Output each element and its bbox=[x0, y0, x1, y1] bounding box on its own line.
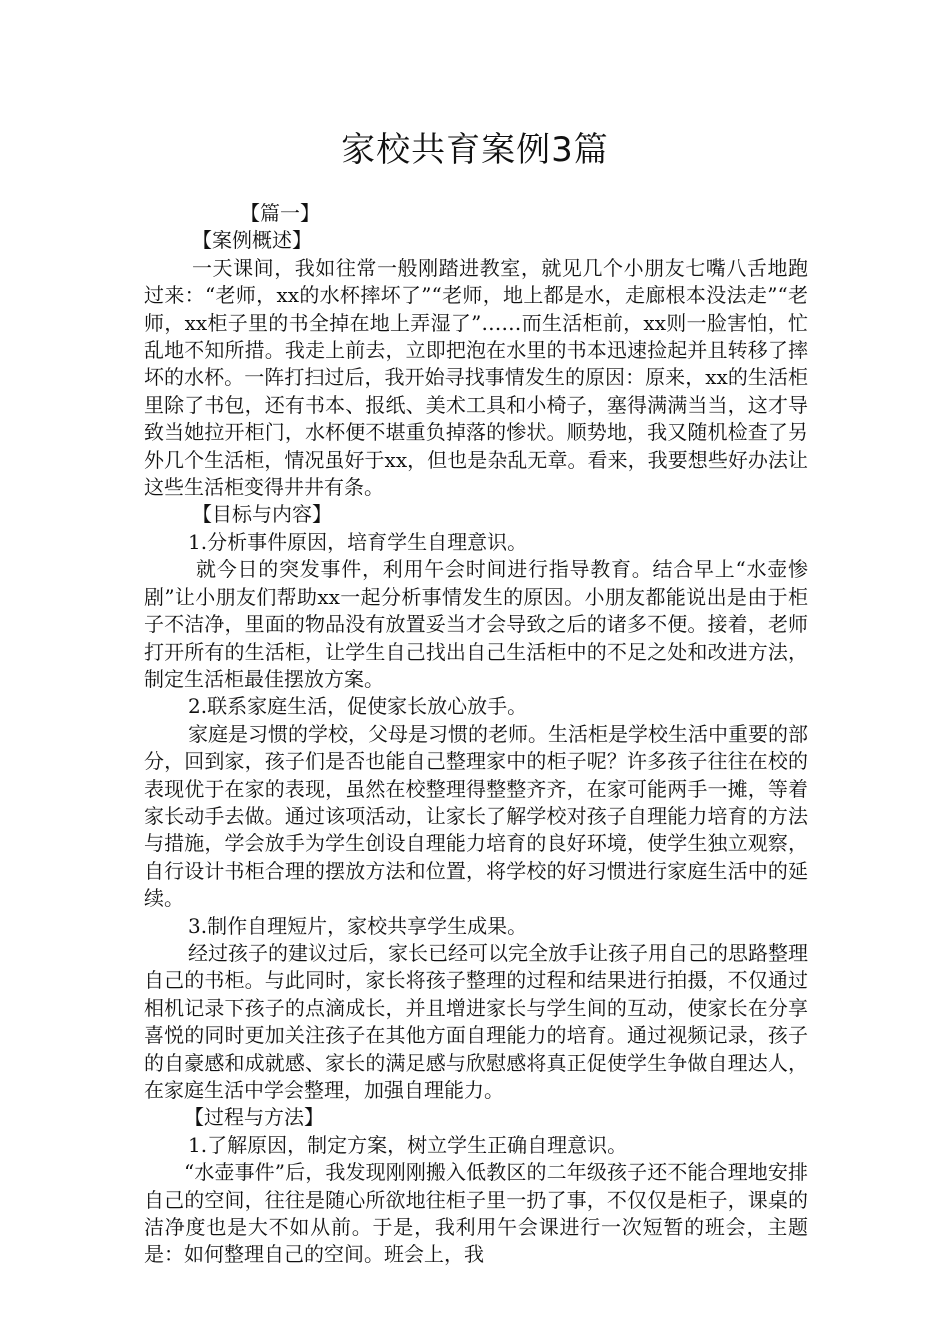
process-heading: 【过程与方法】 bbox=[184, 1105, 324, 1130]
goals-heading: 【目标与内容】 bbox=[192, 502, 332, 527]
goal3-title: 3.制作自理短片，家校共享学生成果。 bbox=[188, 913, 528, 938]
section-label: 【篇一】 bbox=[240, 201, 320, 225]
document-body bbox=[144, 200, 808, 1269]
goal2-title: 2.联系家庭生活，促使家长放心放手。 bbox=[188, 694, 528, 719]
goal1-title: 1.分析事件原因，培育学生自理意识。 bbox=[188, 529, 528, 554]
process1-paragraph: “水壶事件”后，我发现刚刚搬入低教区的二年级孩子还不能合理地安排自己的空间，往往是随心所欲地往柜子里一扔了事，不仅仅是柜子，课桌的洁净度也是大不如从前。于是，我利用午会课进行一次短暂的班会，主题是：如何整理自己的空间。班会上，我 bbox=[144, 1160, 808, 1267]
overview-heading: 【案例概述】 bbox=[192, 228, 312, 253]
goal3-paragraph: 经过孩子的建议过后，家长已经可以完全放手让孩子用自己的思路整理自己的书柜。与此同时，家长将孩子整理的过程和结果进行拍摄，不仅通过相机记录下孩子的点滴成长，并且增进家长与学生间的互动，使家长在分享喜悦的同时更加关注孩子在其他方面自理能力的培育。通过视频记录，孩子的自豪感和成就感、家长的满足感与欣慰感将真正促使学生争做自理达人，在家庭生活中学会整理，加强自理能力。 bbox=[144, 940, 808, 1102]
goal2-paragraph: 家庭是习惯的学校，父母是习惯的老师。生活柜是学校生活中重要的部分，回到家，孩子们是否也能自己整理家中的柜子呢？许多孩子往往在校的表现优于在家的表现，虽然在校整理得整整齐齐，在家可能两手一摊，等着家长动手去做。通过该项活动，让家长了解学校对孩子自理能力培育的方法与措施，学会放手为学生创设自理能力培育的良好环境，使学生独立观察，自行设计书柜合理的摆放方法和位置，将学校的好习惯进行家庭生活中的延续。 bbox=[144, 721, 808, 911]
process1-title: 1.了解原因，制定方案，树立学生正确自理意识。 bbox=[188, 1132, 628, 1157]
page-title: 家校共育案例3篇 bbox=[341, 130, 609, 170]
overview-paragraph: 一天课间，我如往常一般刚踏进教室，就见几个小朋友七嘴八舌地跑过来：“老师，xx的水杯摔坏了”“老师，地上都是水，走廊根本没法走”“老师，xx柜子里的书全掉在地上弄湿了”……而生活柜前，xx则一脸害怕，忙乱地不知所措。我走上前去，立即把泡在水里的书本迅速捡起并且转移了摔坏的水杯。一阵打扫过后，我开始寻找事情发生的原因：原来，xx的生活柜里除了书包，还有书本、报纸、美术工具和小椅子，塞得满满当当，这才导致当她拉开柜门，水杯便不堪重负掉落的惨状。顺势地，我又随机检查了另外几个生活柜，情况虽好于xx，但也是杂乱无章。看来，我要想些好办法让这些生活柜变得井井有条。 bbox=[144, 255, 808, 500]
goal1-paragraph: 就今日的突发事件，利用午会时间进行指导教育。结合早上“水壶惨剧”让小朋友们帮助xx一起分析事情发生的原因。小朋友都能说出是由于柜子不洁净，里面的物品没有放置妥当才会导致之后的诸多不便。接着，老师打开所有的生活柜，让学生自己找出自己生活柜中的不足之处和改进方法，制定生活柜最佳摆放方案。 bbox=[144, 557, 808, 691]
